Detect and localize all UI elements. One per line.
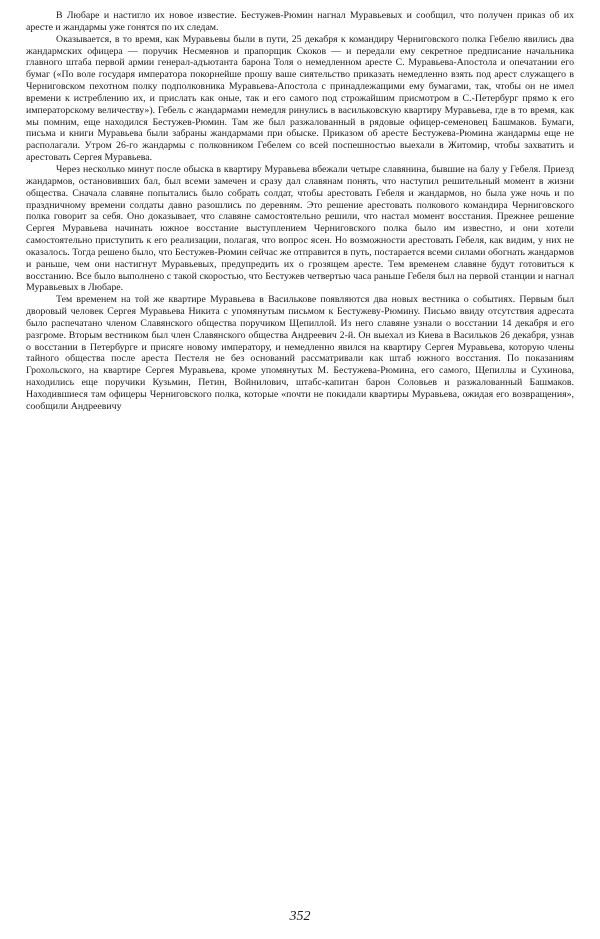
paragraph-4: Тем временем на той же квартире Муравьева в Василькове появляются два новых вестника о событиях. Первым был дворовый человек Сергея Муравьева Никита с упомянутым письмом к Бестужеву-Рюмину. Письмо ввиду отсутствия адресата было распечатано членом Славянского общества поручиком Щепиллой. Из него славяне узнали о восстании 14 декабря и его разгроме. Вторым вестником был член Славянского общества Андреевич 2-й. Он выехал из Киева в Васильков 26 декабря, узнав о восстании в Петербурге и присяге новому императору, и немедленно явился на квартиру Сергея Муравьева, которую члены тайного общества после ареста Пестеля не без оснований рассматривали как штаб южного восстания. По показаниям Грохольского, на квартире Сергея Муравьева, кроме упомянутых М. Бестужева-Рюмина, его самого, Щепиллы и Сухинова, находились еще поручики Кузьмин, Петин, Войнилович, штабс-капитан барон Соловьев и разжалованный Башмаков. Находившиеся там офицеры Черниговского полка, которые «почти не покидали квартиры Муравьева, ожидая его возвращения», сообщили Андреевичу (26, 294, 574, 412)
page-text (26, 10, 574, 935)
page-number: 352 (289, 909, 311, 924)
paragraph-1: В Любаре и настигло их новое известие. Бестужев-Рюмин нагнал Муравьевых и сообщил, что получен приказ об их аресте и жандармы уже гонятся по их следам. (26, 10, 574, 33)
paragraph-3: Через несколько минут после обыска в квартиру Муравьева вбежали четыре славянина, бывшие на балу у Гебеля. Приезд жандармов, остановивших бал, был всеми замечен и сразу дал славянам понять, что наступил решительный момент в жизни общества. Сначала славяне попытались было собрать солдат, чтобы арестовать Гебеля и жандармов, но была уже ночь и по праздничному времени солдаты давно разошлись по деревням. Это решение арестовать полкового командира Черниговского полка говорит за себя. Оно доказывает, что славяне самостоятельно решили, что настал момент восстания. Прежнее решение Сергея Муравьева начинать южное восстание выступлением Черниговского полка было им известно, и они хотели самостоятельно приступить к его реализации, полагая, что вопрос ясен. Но возможности арестовать Гебеля, как видим, у них не оказалось. Тогда решено было, что Бестужев-Рюмин сейчас же отправится в путь, постарается всеми силами обогнать жандармов и раньше, чем они настигнут Муравьевых, предупредить их о грозящем аресте. Тем временем славяне будут готовиться к восстанию. Все было выполнено с такой скоростью, что Бестужев четвертью часа раньше Гебеля был на первой станции и нагнал Муравьевых в Любаре. (26, 163, 574, 294)
paragraph-2: Оказывается, в то время, как Муравьевы были в пути, 25 декабря к командиру Черниговского полка Гебелю явились два жандармских офицера — поручик Несмеянов и прапорщик Скоков — и передали ему секретное предписание начальника главного штаба первой армии генерал-адъютанта барона Толя о немедленном аресте С. Муравьева-Апостола и опечатании его бумаг («По воле государя императора покорнейше прошу ваше сиятельство приказать немедленно взять под арест служащего в Черниговском пехотном полку подполковника Муравьева-Апостола с принадлежащими ему бумагами, так, чтобы он не имел времени к истреблению их, и прислать как оные, так и его самого под строжайшим присмотром в С.-Петербург прямо к его императорскому величеству»). Гебель с жандармами немедля ринулись в васильковскую квартиру Муравьева, где в то время, как мы помним, еще находился Бестужев-Рюмин. Там же был разжалованный в рядовые офицер-семеновец Башмаков. Бумаги, письма и книги Муравьева были забраны жандармами при обыске. Приказом об аресте Бестужева-Рюмина жандармы еще не располагали. Утром 26-го жандармы с полковником Гебелем со всей поспешностью выехали в Житомир, чтобы захватить и арестовать Сергея Муравьева. (26, 33, 574, 164)
